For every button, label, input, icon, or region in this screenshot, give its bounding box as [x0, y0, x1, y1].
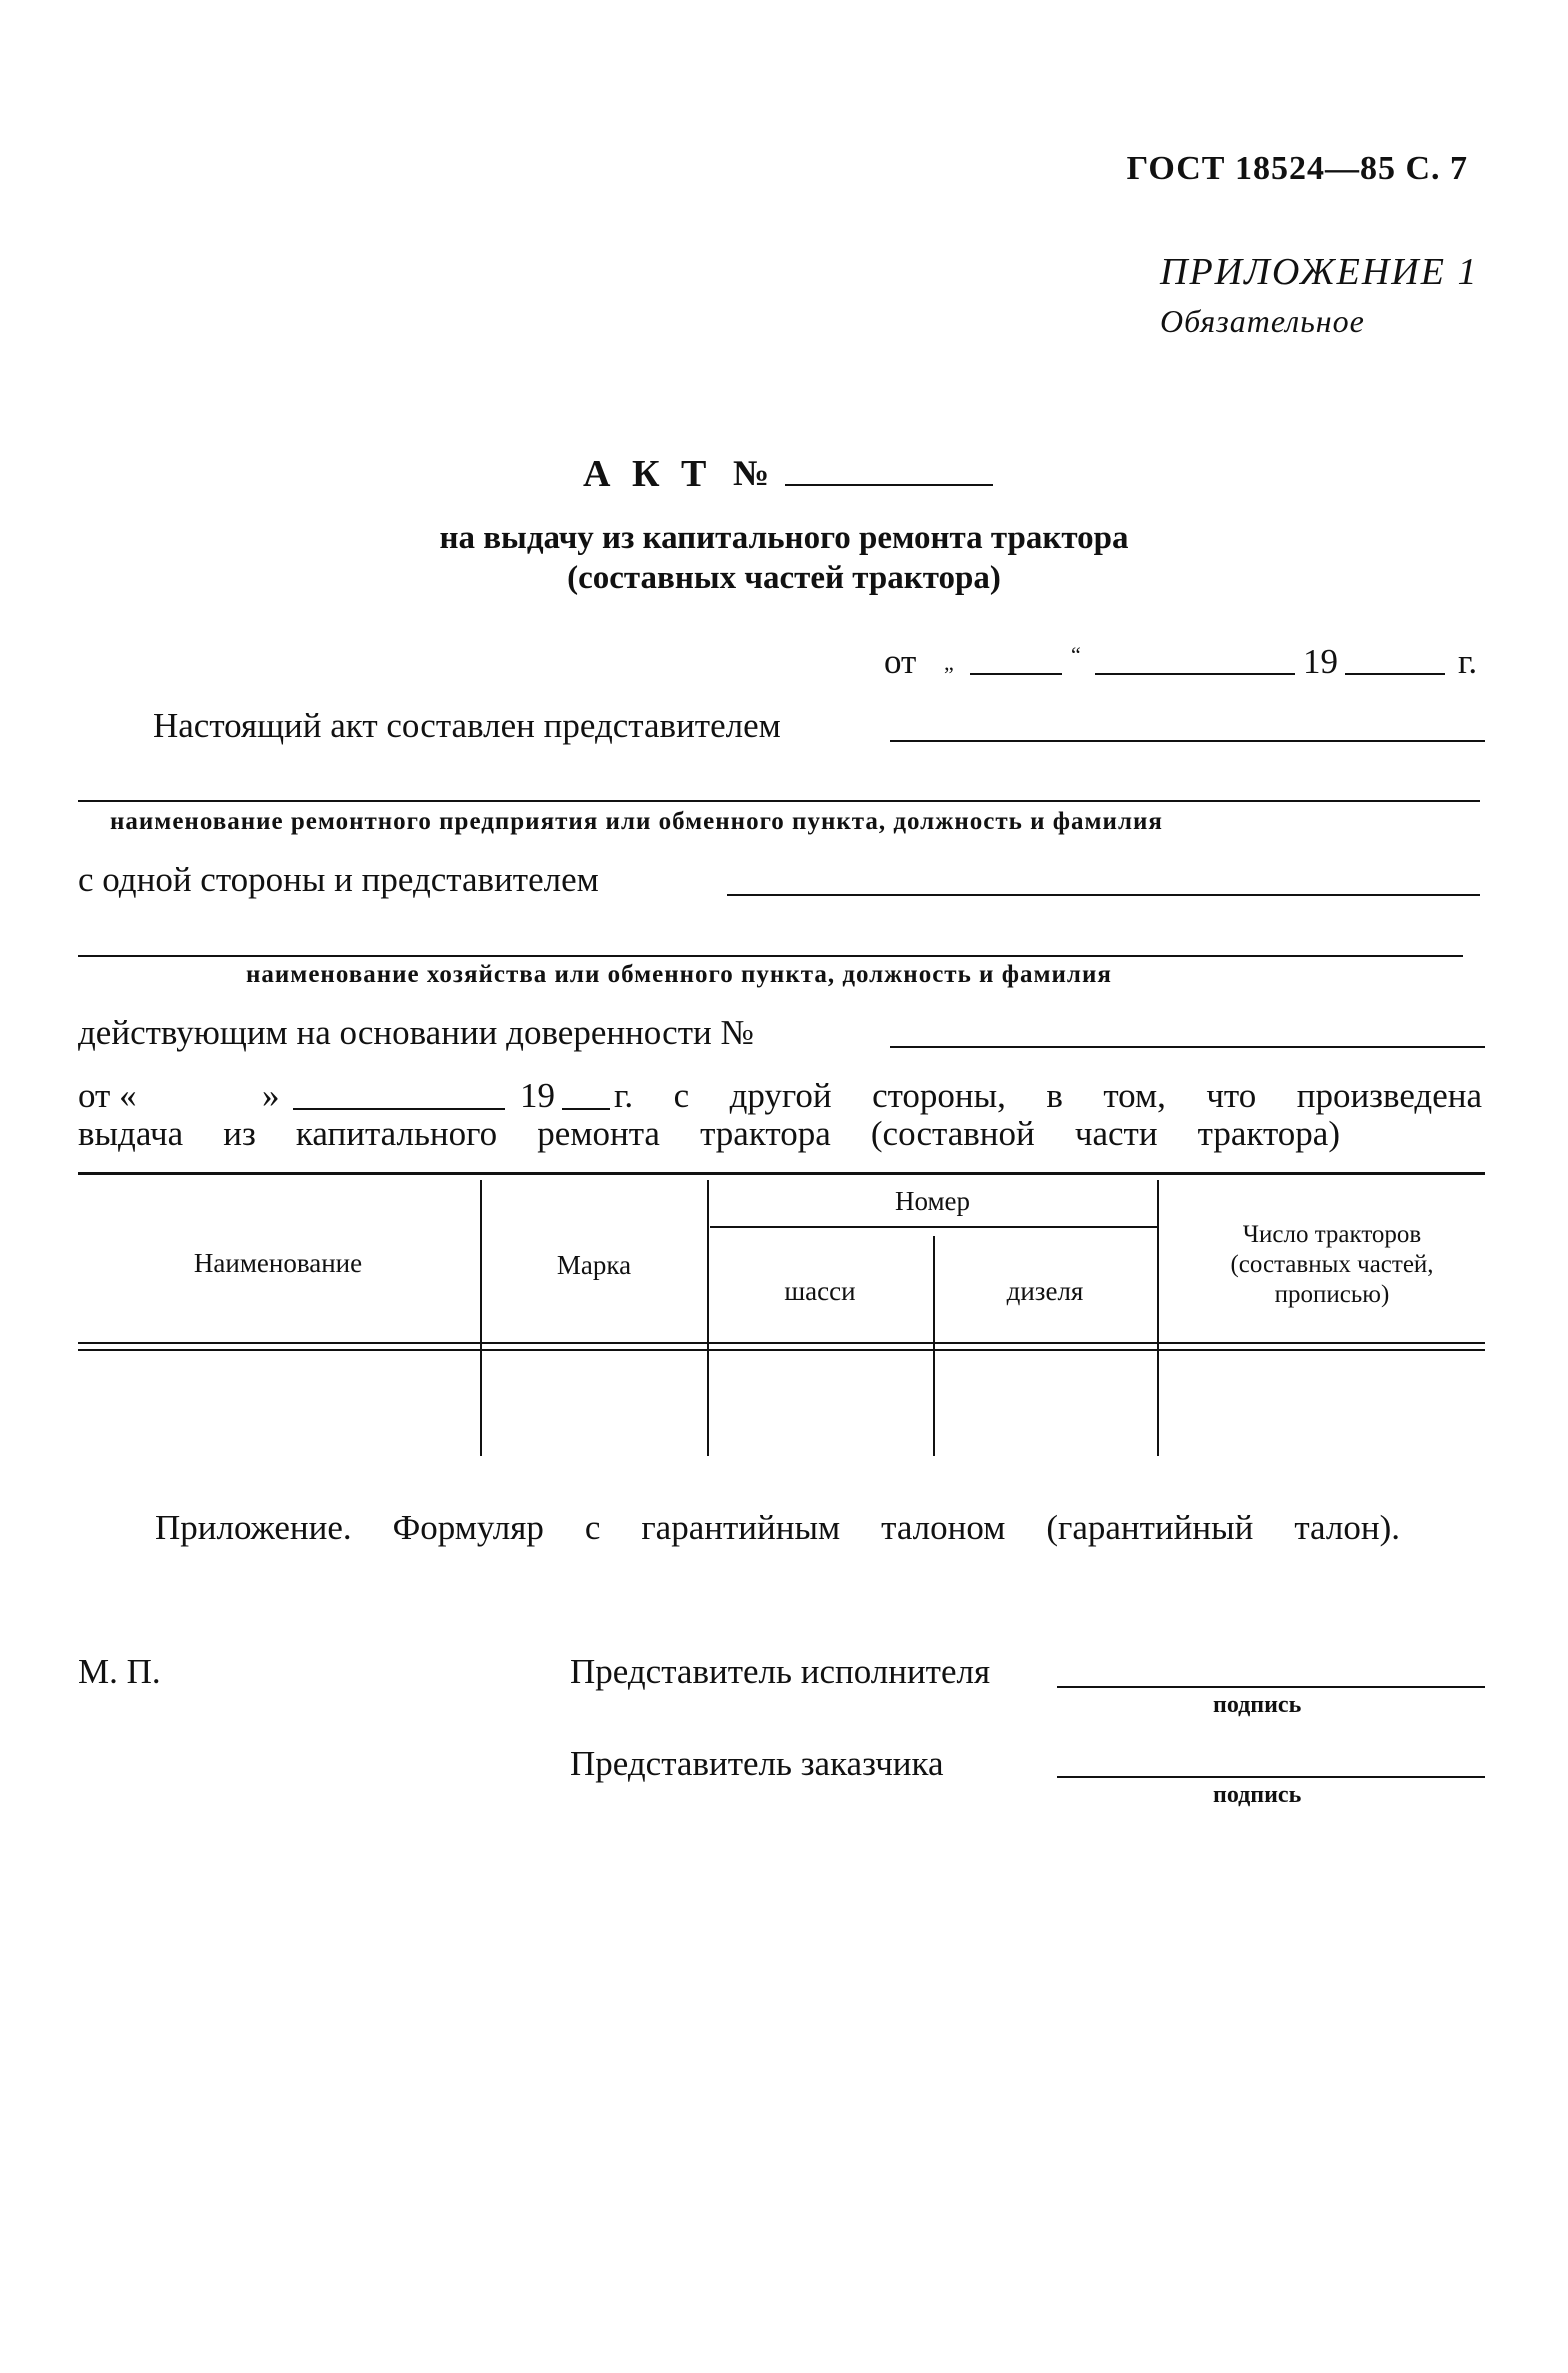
standard-number: ГОСТ 18524—85 С. 7 — [1126, 150, 1468, 187]
representative2-field — [727, 894, 1480, 896]
header-chassis: шасси — [784, 1276, 856, 1306]
proxy-date-close-quote: » — [262, 1076, 280, 1115]
table-divider-2 — [707, 1180, 709, 1456]
paragraph-line3: действующим на основании доверенности № — [78, 1013, 754, 1052]
header-count-line3: прописью) — [1274, 1281, 1390, 1308]
date-year-prefix: 19 — [1303, 642, 1338, 681]
paragraph-line4: г. с другой стороны, в том, что произведена — [614, 1076, 1482, 1115]
representative1-field — [890, 740, 1485, 742]
date-from-label: от — [884, 642, 917, 681]
header-brand: Марка — [556, 1250, 632, 1280]
appendix-status: Обязательное — [1160, 303, 1365, 339]
table-divider-3 — [933, 1236, 935, 1456]
header-count-line2: (составных частей, — [1230, 1251, 1434, 1278]
executor-label: Представитель исполнителя — [570, 1652, 991, 1691]
customer-signature-caption: подпись — [1213, 1782, 1302, 1808]
date-year-field — [1345, 673, 1445, 675]
date-year-suffix: г. — [1458, 642, 1478, 681]
appendix-label: ПРИЛОЖЕНИЕ 1 — [1160, 251, 1479, 293]
paragraph-line5: выдача из капитального ремонта трактора (составной части трактора) — [78, 1114, 1340, 1153]
caption-repair-enterprise: наименование ремонтного предприятия или обменного пункта, должность и фамилия — [110, 808, 1163, 835]
customer-label: Представитель заказчика — [570, 1744, 944, 1783]
act-title: А К Т — [583, 453, 713, 495]
proxy-month-field — [293, 1108, 505, 1110]
header-number: Номер — [894, 1186, 971, 1216]
representative2-field-2 — [78, 955, 1463, 957]
act-subtitle-line2: (составных частей трактора) — [567, 560, 1001, 596]
date-month-field — [1095, 673, 1295, 675]
table-header-border-2 — [78, 1349, 1485, 1351]
date-open-quote: „ — [944, 650, 954, 675]
proxy-year-field — [562, 1108, 610, 1110]
act-number-sign: № — [733, 453, 770, 493]
date-day-field — [970, 673, 1062, 675]
proxy-number-field — [890, 1046, 1485, 1048]
act-number-field — [785, 484, 993, 486]
customer-signature-field — [1057, 1776, 1485, 1778]
stamp-label: М. П. — [78, 1652, 161, 1691]
executor-signature-caption: подпись — [1213, 1692, 1302, 1718]
header-count — [1192, 1220, 1472, 1310]
header-count-line1: Число тракторов — [1242, 1221, 1422, 1248]
act-subtitle-line1: на выдачу из капитального ремонта трактора — [439, 520, 1129, 556]
table-divider-4 — [1157, 1180, 1159, 1456]
table-header-border-1 — [78, 1342, 1485, 1344]
paragraph-line1: Настоящий акт составлен представителем — [153, 706, 781, 745]
table-divider-1 — [480, 1180, 482, 1456]
table-number-subheader-border — [710, 1226, 1157, 1228]
paragraph-line2: с одной стороны и представителем — [78, 860, 599, 899]
table-top-border — [78, 1172, 1485, 1175]
proxy-date-from: от « — [78, 1076, 137, 1115]
proxy-year-prefix: 19 — [520, 1076, 555, 1115]
executor-signature-field — [1057, 1686, 1485, 1688]
attachment-text: Приложение. Формуляр с гарантийным талоном (гарантийный талон). — [155, 1508, 1400, 1547]
header-name: Наименование — [193, 1248, 363, 1278]
header-diesel: дизеля — [1006, 1276, 1084, 1306]
date-close-quote: “ — [1071, 642, 1081, 667]
representative1-field-2 — [78, 800, 1480, 802]
caption-farm: наименование хозяйства или обменного пункта, должность и фамилия — [246, 961, 1112, 988]
